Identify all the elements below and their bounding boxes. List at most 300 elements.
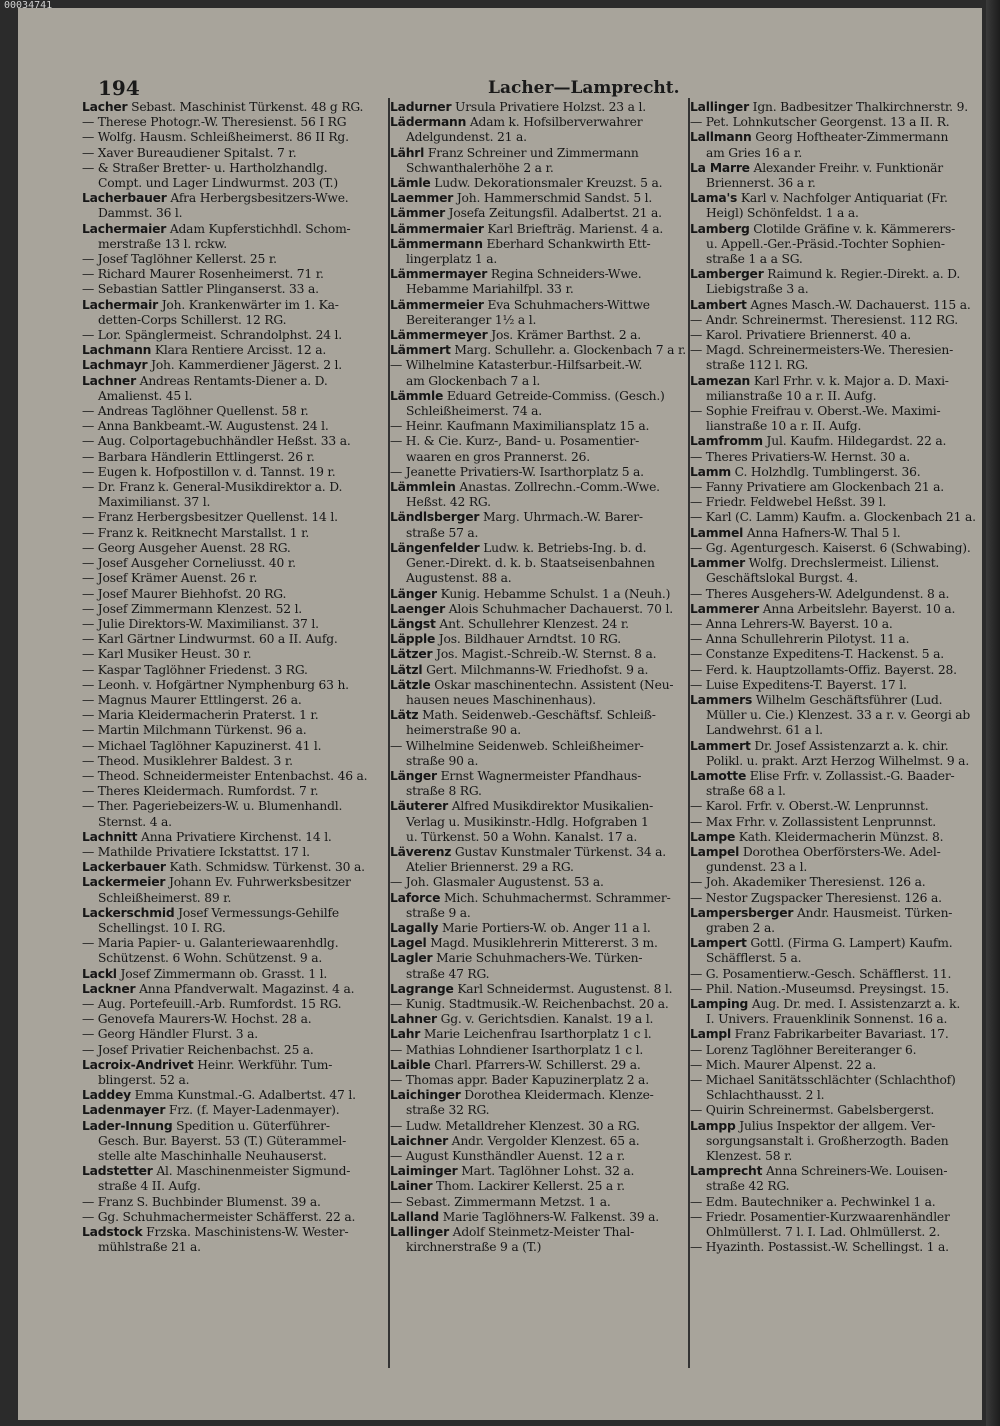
directory-entry	[82, 647, 380, 662]
entry-surname: Lachnitt	[82, 829, 138, 844]
entry-text: Eduard Getreide-Commiss. (Gesch.)	[443, 388, 665, 403]
entry-text: Marie Taglöhners-W. Falkenst. 39 a.	[439, 1209, 660, 1224]
entry-text: Dammst. 36 l.	[98, 206, 183, 221]
entry-text: Augustenst. 88 a.	[406, 571, 512, 586]
directory-entry	[690, 678, 988, 693]
entry-text: Raimund k. Regier.-Direkt. a. D.	[763, 267, 961, 282]
entry-text: straße 8 RG.	[406, 784, 482, 799]
entry-surname: Lachmann	[82, 343, 152, 358]
entry-text: — Andr. Schreinermst. Theresienst. 112 RG.	[690, 312, 958, 327]
entry-text: Heßst. 42 RG.	[406, 495, 491, 510]
entry-text: Karl Briefträg. Marienst. 4 a.	[483, 221, 664, 236]
entry-surname: Lämmlein	[390, 480, 456, 495]
entry-text: — Barbara Händlerin Ettlingerst. 26 r.	[82, 449, 315, 464]
entry-text: Dorothea Oberförsters-We. Adel-	[739, 844, 941, 859]
entry-surname: Lader-Innung	[82, 1118, 173, 1133]
entry-text: Jul. Kaufm. Hildegardst. 22 a.	[762, 434, 947, 449]
entry-surname: Lämmermeyer	[390, 328, 488, 343]
entry-text: hausen neues Maschinenhaus).	[406, 692, 596, 707]
directory-entry	[690, 769, 988, 784]
directory-entry	[690, 1149, 988, 1164]
entry-text: — August Kunsthändler Auenst. 12 a r.	[390, 1149, 625, 1164]
directory-entry	[82, 510, 380, 525]
directory-entry	[690, 1195, 988, 1210]
directory-entry	[690, 100, 988, 115]
entry-text: Karl Schneidermst. Augustenst. 8 l.	[453, 981, 673, 996]
entry-text: Afra Herbergsbesitzers-Wwe.	[166, 191, 349, 206]
directory-entry	[390, 465, 688, 480]
directory-entry	[390, 663, 688, 678]
directory-entry	[390, 146, 688, 161]
directory-entry	[82, 815, 380, 830]
entry-text: — Ludw. Metalldreher Klenzest. 30 a RG.	[390, 1118, 640, 1133]
directory-entry	[390, 997, 688, 1012]
directory-entry	[82, 1088, 380, 1103]
entry-text: — Martin Milchmann Türkenst. 96 a.	[82, 723, 307, 738]
entry-text: — Richard Maurer Rosenheimerst. 71 r.	[82, 267, 324, 282]
entry-text: — Lor. Spänglermeist. Schrandolphst. 24 l.	[82, 328, 342, 343]
directory-entry	[82, 997, 380, 1012]
entry-text: — Josef Taglöhner Kellerst. 25 r.	[82, 252, 277, 267]
running-title: Lacher—Lamprecht.	[488, 78, 680, 98]
entry-text: Jos. Bildhauer Arndtst. 10 RG.	[435, 632, 621, 647]
directory-entry	[690, 267, 988, 282]
directory-entry	[690, 663, 988, 678]
directory-entry	[82, 617, 380, 632]
entry-surname: Lackermeier	[82, 875, 166, 890]
entry-text: — Andreas Taglöhner Quellenst. 58 r.	[82, 404, 309, 419]
entry-surname: Lätz	[390, 708, 419, 723]
directory-column-2	[390, 100, 688, 1380]
entry-text: am Glockenbach 7 a l.	[406, 373, 541, 388]
directory-entry	[390, 237, 688, 252]
directory-entry	[690, 510, 988, 525]
entry-text: — Max Frhr. v. Zollassistent Lenprunnst.	[690, 814, 936, 829]
entry-text: Wilhelm Geschäftsführer (Lud.	[752, 692, 943, 707]
entry-surname: Lackerschmid	[82, 905, 175, 920]
directory-entry	[82, 1058, 380, 1073]
directory-entry	[690, 967, 988, 982]
entry-text: Sebast. Maschinist Türkenst. 48 g RG.	[127, 100, 364, 114]
directory-entry	[690, 799, 988, 814]
entry-text: — Ferd. k. Hauptzollamts-Offiz. Bayerst. 28.	[690, 662, 957, 677]
directory-entry	[82, 267, 380, 282]
entry-text: Alfred Musikdirektor Musikalien-	[447, 799, 654, 814]
directory-entry	[82, 115, 380, 130]
entry-surname: Laenger	[390, 601, 446, 616]
entry-text: Schlachthausst. 2 l.	[706, 1088, 825, 1103]
entry-text: Franz Fabrikarbeiter Bavariast. 17.	[730, 1027, 949, 1042]
entry-text: — Pet. Lohnkutscher Georgenst. 13 a II. R.	[690, 115, 950, 130]
directory-entry	[390, 1119, 688, 1134]
directory-entry	[390, 1149, 688, 1164]
entry-text: Ant. Schullehrer Klenzest. 24 r.	[435, 616, 629, 631]
entry-text: merstraße 13 l. rckw.	[98, 236, 227, 251]
directory-entry	[390, 328, 688, 343]
entry-text: Maximilianst. 37 l.	[98, 495, 211, 510]
directory-entry	[690, 936, 988, 951]
entry-text: Ign. Badbesitzer Thalkirchnerstr. 9.	[748, 100, 968, 114]
entry-surname: Lallmann	[690, 130, 752, 145]
entry-text: Schleißheimerst. 89 r.	[98, 890, 232, 905]
directory-entry	[390, 769, 688, 784]
directory-entry	[390, 434, 688, 449]
entry-surname: Läuterer	[390, 799, 448, 814]
entry-text: — Aug. Colportagebuchhändler Heßst. 33 a.	[82, 434, 351, 449]
directory-entry	[390, 723, 688, 738]
entry-text: Josef Vermessungs-Gehilfe	[174, 905, 339, 920]
directory-entry	[82, 693, 380, 708]
entry-surname: Lampel	[690, 844, 740, 859]
entry-surname: Lätzle	[390, 677, 431, 692]
entry-text: Adolf Steinmetz-Meister Thal-	[448, 1225, 635, 1240]
directory-entry	[82, 845, 380, 860]
directory-entry	[390, 343, 688, 358]
directory-entry	[690, 358, 988, 373]
entry-surname: Lackner	[82, 981, 136, 996]
directory-entry	[82, 1179, 380, 1194]
directory-entry	[690, 571, 988, 586]
directory-entry	[82, 100, 380, 115]
directory-entry	[82, 784, 380, 799]
directory-entry	[390, 313, 688, 328]
directory-entry	[390, 830, 688, 845]
entry-surname: Lährl	[390, 145, 425, 160]
directory-entry	[82, 602, 380, 617]
entry-text: — Julie Direktors-W. Maximilianst. 37 l.	[82, 616, 319, 631]
directory-entry	[690, 146, 988, 161]
entry-text: Kunig. Hebamme Schulst. 1 a (Neuh.)	[436, 586, 671, 601]
directory-entry	[690, 404, 988, 419]
entry-text: Emma Kunstmal.-G. Adalbertst. 47 l.	[130, 1088, 356, 1103]
directory-entry	[390, 374, 688, 389]
entry-surname: Lätzl	[390, 662, 423, 677]
entry-text: — Magnus Maurer Ettlingerst. 26 a.	[82, 692, 302, 707]
page-number: 194	[98, 76, 140, 100]
directory-entry	[82, 419, 380, 434]
entry-text: — Joh. Glasmaler Augustenst. 53 a.	[390, 875, 604, 890]
entry-surname: Lämmermann	[390, 236, 483, 251]
entry-text: — & Straßer Bretter- u. Hartholzhandlg.	[82, 160, 328, 175]
directory-entry	[82, 1225, 380, 1240]
entry-text: Joh. Hammerschmid Sandst. 5 l.	[453, 191, 653, 206]
entry-surname: Lainer	[390, 1179, 433, 1194]
directory-entry	[690, 739, 988, 754]
entry-text: Charl. Pfarrers-W. Schillerst. 29 a.	[430, 1057, 641, 1072]
entry-text: — Karl Gärtner Lindwurmst. 60 a II. Aufg.	[82, 632, 338, 647]
entry-surname: Lammer	[690, 556, 745, 571]
entry-text: — Josef Ausgeher Corneliusst. 40 r.	[82, 556, 296, 571]
entry-surname: Lampe	[690, 829, 736, 844]
entry-text: Math. Seidenweb.-Geschäftsf. Schleiß-	[418, 708, 656, 723]
entry-text: — Eugen k. Hofpostillon v. d. Tannst. 19 r.	[82, 464, 336, 479]
entry-surname: Lamberg	[690, 221, 750, 236]
entry-text: lianstraße 10 a r. II. Aufg.	[706, 419, 862, 434]
entry-text: Dorothea Kleidermach. Klenze-	[460, 1088, 654, 1103]
directory-entry	[390, 967, 688, 982]
entry-text: — Sebastian Sattler Plinganserst. 33 a.	[82, 282, 319, 297]
entry-text: — Magd. Schreinermeisters-We. Theresien-	[690, 343, 954, 358]
directory-entry	[82, 587, 380, 602]
entry-text: — Maria Papier- u. Galanteriewaarenhdlg.	[82, 936, 339, 951]
directory-entry	[690, 1210, 988, 1225]
entry-surname: Lacher	[82, 100, 128, 114]
entry-surname: Lagler	[390, 951, 433, 966]
entry-text: milianstraße 10 a r. II. Aufg.	[706, 388, 877, 403]
directory-entry	[82, 860, 380, 875]
entry-text: Anna Hafners-W. Thal 5 l.	[743, 525, 901, 540]
entry-text: Frzska. Maschinistens-W. Wester-	[142, 1225, 349, 1240]
entry-text: — G. Posamentierw.-Gesch. Schäfflerst. 11.	[690, 966, 952, 981]
directory-entry	[390, 1088, 688, 1103]
entry-text: — Georg Ausgeher Auenst. 28 RG.	[82, 540, 291, 555]
directory-entry	[390, 100, 688, 115]
directory-entry	[82, 1164, 380, 1179]
entry-text: u. Appell.-Ger.-Präsid.-Tochter Sophien-	[706, 236, 945, 251]
directory-entry	[82, 708, 380, 723]
entry-surname: Laddey	[82, 1088, 131, 1103]
entry-surname: Lampert	[690, 936, 747, 951]
entry-text: — Sebast. Zimmermann Metzst. 1 a.	[390, 1194, 611, 1209]
entry-text: — H. & Cie. Kurz-, Band- u. Posamentier-	[390, 434, 640, 449]
directory-entry	[82, 739, 380, 754]
directory-entry	[690, 1073, 988, 1088]
directory-entry	[390, 617, 688, 632]
directory-entry	[82, 891, 380, 906]
directory-entry	[82, 1149, 380, 1164]
directory-entry	[82, 1134, 380, 1149]
directory-entry	[82, 1027, 380, 1042]
entry-text: Liebigstraße 3 a.	[706, 282, 809, 297]
entry-text: sorgungsanstalt i. Großherzogth. Baden	[706, 1133, 949, 1148]
entry-surname: Lämmermeier	[390, 297, 484, 312]
entry-text: Marie Portiers-W. ob. Anger 11 a l.	[438, 920, 651, 935]
entry-text: Bereiteranger 1½ a l.	[406, 312, 537, 327]
directory-entry	[390, 176, 688, 191]
entry-text: — Thomas appr. Bader Kapuzinerplatz 2 a.	[390, 1073, 649, 1087]
directory-entry	[390, 1103, 688, 1118]
entry-text: — Michael Sanitätsschlächter (Schlachthof)	[690, 1073, 956, 1087]
entry-text: — Karol. Frfr. v. Oberst.-W. Lenprunnst.	[690, 799, 929, 814]
directory-entry	[690, 1240, 988, 1255]
entry-text: — Anna Lehrers-W. Bayerst. 10 a.	[690, 616, 893, 631]
entry-text: Anna Pfandverwalt. Magazinst. 4 a.	[135, 981, 355, 996]
directory-entry	[82, 723, 380, 738]
directory-entry	[82, 465, 380, 480]
entry-text: detten-Corps Schillerst. 12 RG.	[98, 312, 287, 327]
directory-entry	[82, 222, 380, 237]
entry-text: — Mathias Lohndiener Isarthorplatz 1 c l.	[390, 1042, 644, 1057]
directory-entry	[390, 678, 688, 693]
entry-text: Anastas. Zollrechn.-Comm.-Wwe.	[455, 480, 660, 495]
directory-entry	[690, 587, 988, 602]
directory-entry	[390, 647, 688, 662]
entry-text: — Theod. Schneidermeister Entenbachst. 46 a.	[82, 768, 368, 783]
entry-text: — Hyazinth. Postassist.-W. Schellingst. 1 a.	[690, 1240, 949, 1255]
entry-text: — Theres Privatiers-W. Hernst. 30 a.	[690, 449, 910, 464]
entry-text: Gg. v. Gerichtsdien. Kanalst. 19 a l.	[436, 1012, 654, 1027]
directory-entry	[82, 130, 380, 145]
directory-entry	[690, 1179, 988, 1194]
entry-text: Alois Schuhmacher Dachauerst. 70 l.	[445, 601, 673, 616]
directory-entry	[690, 1027, 988, 1042]
entry-text: — Karl (C. Lamm) Kaufm. a. Glockenbach 21 a.	[690, 510, 976, 525]
directory-entry	[690, 206, 988, 221]
entry-text: Ludw. k. Betriebs-Ing. b. d.	[479, 540, 647, 555]
directory-entry	[690, 784, 988, 799]
directory-entry	[82, 282, 380, 297]
directory-entry	[390, 571, 688, 586]
entry-text: Klara Rentiere Arcisst. 12 a.	[151, 343, 327, 358]
entry-text: Franz Schreiner und Zimmermann	[424, 145, 639, 160]
directory-entry	[690, 556, 988, 571]
directory-entry	[390, 526, 688, 541]
directory-entry	[690, 1134, 988, 1149]
directory-entry	[82, 678, 380, 693]
entry-text: Amalienst. 45 l.	[98, 388, 193, 403]
directory-entry	[390, 1043, 688, 1058]
directory-entry	[390, 541, 688, 556]
directory-entry	[690, 1043, 988, 1058]
entry-text: Clotilde Gräfine v. k. Kämmerers-	[749, 221, 956, 236]
directory-entry	[690, 891, 988, 906]
entry-text: Schellingst. 10 I. RG.	[98, 920, 226, 935]
entry-text: — Joh. Akademiker Theresienst. 126 a.	[690, 875, 926, 890]
entry-text: mühlstraße 21 a.	[98, 1240, 201, 1255]
entry-text: straße 1 a a SG.	[706, 252, 803, 267]
entry-text: — Theod. Musiklehrer Baldest. 3 r.	[82, 753, 293, 768]
entry-text: — Franz S. Buchbinder Blumenst. 39 a.	[82, 1194, 321, 1209]
directory-column-3	[690, 100, 988, 1380]
directory-entry	[82, 343, 380, 358]
entry-text: — Kunig. Stadtmusik.-W. Reichenbachst. 20 a.	[390, 996, 669, 1011]
entry-surname: Laichinger	[390, 1088, 461, 1103]
directory-entry	[390, 784, 688, 799]
directory-entry	[690, 495, 988, 510]
entry-surname: Lämmermayer	[390, 267, 488, 282]
directory-entry	[82, 967, 380, 982]
entry-surname: Lammers	[690, 692, 753, 707]
directory-entry	[690, 1088, 988, 1103]
directory-entry	[82, 191, 380, 206]
entry-surname: Ladstetter	[82, 1164, 153, 1179]
entry-text: stelle alte Maschinhalle Neuhauserst.	[98, 1149, 327, 1164]
entry-text: Georg Hoftheater-Zimmermann	[751, 130, 949, 145]
directory-entry	[82, 450, 380, 465]
directory-entry	[690, 830, 988, 845]
directory-entry	[390, 921, 688, 936]
entry-text: Marg. Uhrmach.-W. Barer-	[479, 510, 643, 525]
entry-text: Thom. Lackirer Kellerst. 25 a r.	[432, 1179, 625, 1194]
directory-entry	[82, 161, 380, 176]
entry-text: — Georg Händler Flurst. 3 a.	[82, 1027, 258, 1042]
entry-text: — Josef Zimmermann Klenzest. 52 l.	[82, 601, 303, 616]
entry-text: Mart. Taglöhner Lohst. 32 a.	[457, 1164, 635, 1179]
directory-entry	[82, 480, 380, 495]
directory-entry	[390, 860, 688, 875]
entry-text: Adam k. Hofsilberverwahrer	[466, 115, 643, 130]
entry-surname: Lagally	[390, 920, 439, 935]
entry-text: — Leonh. v. Hofgärtner Nymphenburg 63 h.	[82, 677, 349, 692]
directory-entry	[82, 830, 380, 845]
entry-text: — Friedr. Feldwebel Heßst. 39 l.	[690, 495, 887, 510]
entry-surname: Lämmle	[390, 388, 444, 403]
entry-text: Spedition u. Güterführer-	[172, 1118, 330, 1133]
scan-code: 00034741	[4, 0, 53, 11]
directory-entry	[690, 632, 988, 647]
entry-text: Müller u. Cie.) Klenzest. 33 a r. v. Georgi ab	[706, 708, 971, 723]
directory-entry	[82, 1119, 380, 1134]
directory-entry	[690, 951, 988, 966]
entry-text: Gesch. Bur. Bayerst. 53 (T.) Güterammel-	[98, 1133, 347, 1148]
entry-surname: Lamm	[690, 464, 731, 479]
entry-text: am Gries 16 a r.	[706, 145, 803, 160]
directory-entry	[82, 1012, 380, 1027]
directory-entry	[390, 982, 688, 997]
entry-text: Johann Ev. Fuhrwerksbesitzer	[165, 875, 351, 890]
directory-entry	[690, 343, 988, 358]
directory-entry	[82, 875, 380, 890]
entry-text: Anna Schreiners-We. Louisen-	[762, 1164, 948, 1179]
entry-text: Anna Privatiere Kirchenst. 14 l.	[137, 829, 332, 844]
entry-text: — Phil. Nation.-Museumsd. Preysingst. 15.	[690, 981, 949, 996]
entry-surname: Laforce	[390, 890, 441, 905]
directory-entry	[690, 1012, 988, 1027]
entry-text: Ludw. Dekorationsmaler Kreuzst. 5 a.	[430, 176, 663, 191]
entry-text: — Nestor Zugspacker Theresienst. 126 a.	[690, 890, 942, 905]
directory-entry	[390, 1179, 688, 1194]
entry-text: graben 2 a.	[706, 920, 775, 935]
directory-entry	[390, 358, 688, 373]
directory-entry	[82, 434, 380, 449]
entry-surname: Lammert	[690, 738, 751, 753]
directory-entry	[82, 921, 380, 936]
directory-entry	[690, 754, 988, 769]
entry-surname: Lämle	[390, 176, 431, 191]
entry-text: straße 32 RG.	[406, 1103, 490, 1118]
directory-entry	[82, 374, 380, 389]
entry-surname: Lahner	[390, 1012, 437, 1027]
entry-text: Oskar maschinentechn. Assistent (Neu-	[430, 677, 674, 692]
directory-entry	[82, 404, 380, 419]
directory-entry	[82, 146, 380, 161]
entry-text: Andreas Rentamts-Diener a. D.	[135, 373, 328, 388]
entry-text: Atelier Briennerst. 29 a RG.	[406, 860, 574, 875]
entry-surname: Lämmermaier	[390, 221, 484, 236]
directory-entry	[690, 1119, 988, 1134]
directory-entry	[390, 875, 688, 890]
entry-text: — Xaver Bureaudiener Spitalst. 7 r.	[82, 145, 297, 160]
directory-entry	[390, 1210, 688, 1225]
entry-text: — Theres Ausgehers-W. Adelgundenst. 8 a.	[690, 586, 950, 601]
entry-surname: Laichner	[390, 1133, 448, 1148]
directory-entry	[690, 450, 988, 465]
entry-text: Marg. Schullehr. a. Glockenbach 7 a r.	[450, 343, 686, 358]
directory-entry	[82, 769, 380, 784]
entry-text: — Genovefa Maurers-W. Hochst. 28 a.	[82, 1012, 312, 1027]
directory-entry	[690, 815, 988, 830]
directory-entry	[390, 754, 688, 769]
directory-entry	[690, 906, 988, 921]
entry-text: Schäfflerst. 5 a.	[706, 951, 802, 966]
entry-text: Wolfg. Drechslermeist. Lilienst.	[744, 556, 940, 571]
entry-text: gundenst. 23 a l.	[706, 860, 808, 875]
directory-entry	[390, 1195, 688, 1210]
directory-entry	[390, 739, 688, 754]
directory-entry	[690, 434, 988, 449]
entry-text: Dr. Josef Assistenzarzt a. k. chir.	[750, 738, 949, 753]
entry-text: Heigl) Schönfeldst. 1 a a.	[706, 206, 859, 221]
